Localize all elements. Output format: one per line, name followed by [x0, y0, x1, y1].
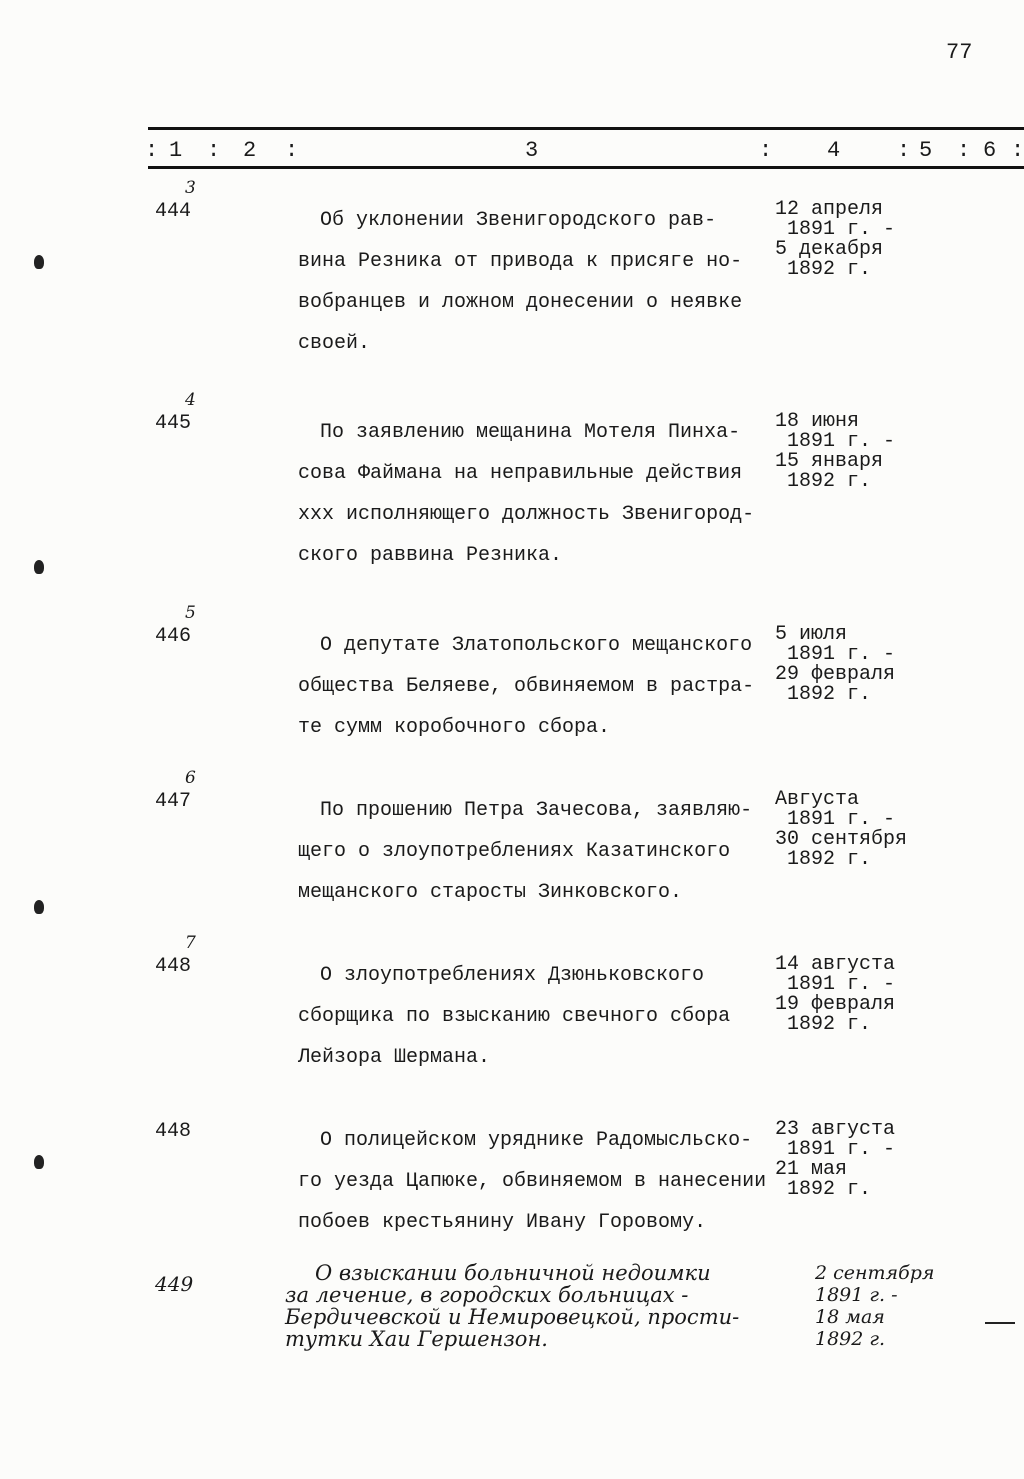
- entry-dates: [775, 200, 895, 280]
- entry-number-correction: 7: [185, 933, 196, 953]
- line: вобранцев и ложном донесении о неявке: [298, 291, 743, 314]
- entry-number-correction: 6: [185, 768, 196, 788]
- line: Об уклонении Звенигородского рав-: [320, 209, 717, 232]
- date-line: 18 мая: [815, 1306, 885, 1328]
- line: Бердичевской и Немировецкой, прости-: [285, 1305, 740, 1329]
- entry-description: [298, 200, 788, 364]
- line: вина Резника от привода к присяге но-: [298, 250, 743, 273]
- entry-description: [298, 1120, 788, 1243]
- entry-number-correction: 3: [185, 178, 196, 198]
- line: тутки Хаи Гершензон.: [285, 1327, 548, 1351]
- date-line: 14 августа: [775, 953, 896, 976]
- date-line: 5 декабря: [775, 238, 884, 261]
- date-line: 1891 г. -: [787, 1138, 896, 1161]
- date-line: 2 сентября: [815, 1262, 935, 1284]
- binding-hole-mark: [34, 900, 44, 914]
- line: О полицейском уряднике Радомысльско-: [320, 1129, 753, 1152]
- line: О депутате Златопольского мещанского: [320, 634, 753, 657]
- entry-number-correction: 5: [185, 603, 196, 623]
- line: О злоупотреблениях Дзюньковского: [320, 964, 705, 987]
- date-line: 1891 г. -: [787, 643, 896, 666]
- col-3: 3: [525, 138, 539, 163]
- entry-dates: [775, 790, 907, 870]
- date-line: 1891 г. -: [787, 218, 896, 241]
- entry-description: [298, 412, 788, 576]
- date-line: 12 апреля: [775, 198, 884, 221]
- page-number: 77: [946, 40, 973, 65]
- col-2: 2: [243, 138, 257, 163]
- line: за лечение, в городских больницах -: [285, 1283, 689, 1307]
- entry-description: [298, 955, 788, 1078]
- date-line: 21 мая: [775, 1158, 848, 1181]
- entry-description: [285, 1262, 805, 1350]
- entry-description: [298, 625, 788, 748]
- col-4: 4: [827, 138, 841, 163]
- line: го уезда Цапюке, обвиняемом в нанесении: [298, 1170, 767, 1193]
- line: общества Беляеве, обвиняемом в растра-: [298, 675, 755, 698]
- date-line: 29 февраля: [775, 663, 896, 686]
- line: сова Файмана на неправильные действия: [298, 462, 743, 485]
- date-line: 19 февраля: [775, 993, 896, 1016]
- binding-hole-mark: [34, 255, 44, 269]
- col-5: 5: [919, 138, 933, 163]
- binding-hole-mark: [34, 1155, 44, 1169]
- date-line: 1892 г.: [787, 470, 872, 493]
- line: Лейзора Шермана.: [298, 1046, 491, 1069]
- date-line: 1891 г. -: [787, 808, 896, 831]
- entry-number: 447: [155, 790, 192, 813]
- line: сборщика по взысканию свечного сбора: [298, 1005, 731, 1028]
- date-line: 18 июня: [775, 410, 860, 433]
- line: По заявлению мещанина Мотеля Пинха-: [320, 421, 741, 444]
- date-line: 15 января: [775, 450, 884, 473]
- entry-number-correction: 4: [185, 390, 196, 410]
- date-line: 1892 г.: [787, 1178, 872, 1201]
- entry-description: [298, 790, 788, 913]
- entry-number: 445: [155, 412, 192, 435]
- binding-hole-mark: [34, 560, 44, 574]
- date-line: 23 августа: [775, 1118, 896, 1141]
- entry-number: 448: [155, 955, 192, 978]
- entry-dates: [775, 625, 895, 705]
- line: ххх исполняющего должность Звенигород-: [298, 503, 755, 526]
- line: мещанского старосты Зинковского.: [298, 881, 683, 904]
- entry-number: 444: [155, 200, 192, 223]
- date-line: 1891 г. -: [787, 973, 896, 996]
- entry-dates: [775, 1120, 895, 1200]
- entry-dates: [815, 1262, 934, 1350]
- date-line: 30 сентября: [775, 828, 908, 851]
- line: ского раввина Резника.: [298, 544, 563, 567]
- line: те сумм коробочного сбора.: [298, 716, 611, 739]
- dash-mark: [985, 1322, 1015, 1324]
- col-6: 6: [983, 138, 997, 163]
- column-header: : 1 : 2 : 3 : 4 : 5 : 6 :: [145, 138, 1024, 163]
- date-line: 1892 г.: [787, 848, 872, 871]
- date-line: 5 июля: [775, 623, 848, 646]
- header-top-rule: [148, 127, 1024, 130]
- entry-number: 446: [155, 625, 192, 648]
- line: побоев крестьянину Ивану Горовому.: [298, 1211, 707, 1234]
- date-line: Августа: [775, 788, 860, 811]
- line: щего о злоупотреблениях Казатинского: [298, 840, 731, 863]
- col-1: 1: [169, 138, 183, 163]
- date-line: 1892 г.: [815, 1328, 886, 1350]
- line: По прошению Петра Зачесова, заявляю-: [320, 799, 753, 822]
- entry-dates: [775, 955, 895, 1035]
- date-line: 1892 г.: [787, 1013, 872, 1036]
- header-bottom-rule: [148, 166, 1024, 169]
- date-line: 1892 г.: [787, 683, 872, 706]
- date-line: 1891 г. -: [815, 1284, 898, 1306]
- line: О взыскании больничной недоимки: [315, 1261, 711, 1285]
- line: своей.: [298, 332, 371, 355]
- date-line: 1891 г. -: [787, 430, 896, 453]
- entry-number: 448: [155, 1120, 192, 1143]
- entry-number: 449: [155, 1272, 194, 1296]
- entry-dates: [775, 412, 895, 492]
- date-line: 1892 г.: [787, 258, 872, 281]
